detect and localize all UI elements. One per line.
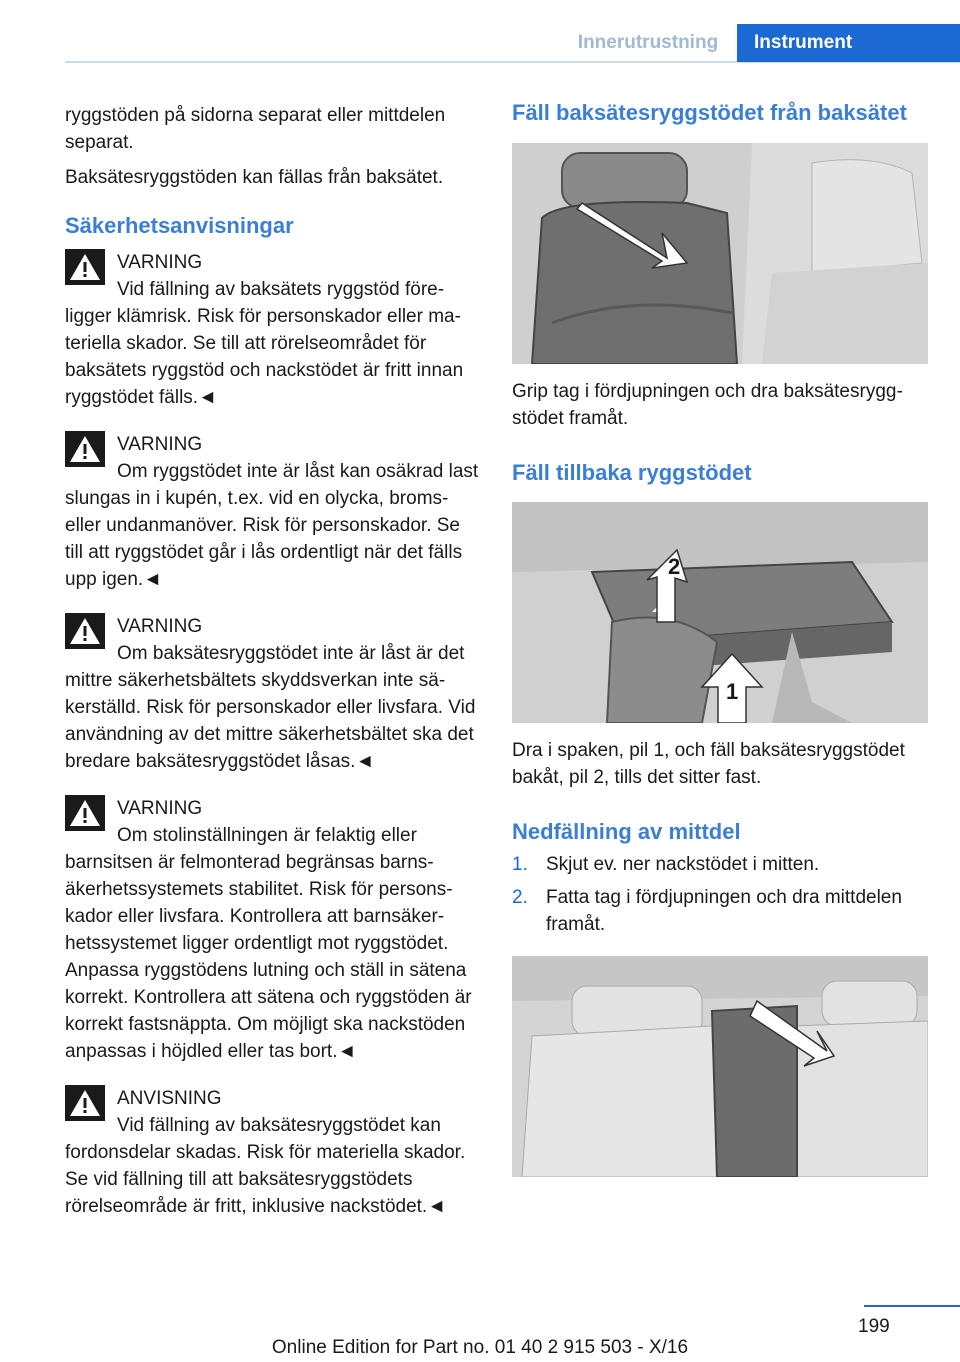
warning-triangle-icon <box>65 613 105 649</box>
warning-triangle-icon <box>65 795 105 831</box>
warning-body: Vid fällning av baksätets ryggstöd föreligger klämrisk. Risk för personskador eller materiella skador. Se till att rörelseområdet för baksätets ryggstöd och nackstödet är fritt innan ryggstödet fälls.◄ <box>65 279 464 408</box>
warning-title: VARNING <box>117 252 203 273</box>
warning-block-1 <box>65 249 483 411</box>
warning-body: Om baksätesryggstödet inte är låst är det mittre säkerhetsbältets skyddsverkan inte säkerställd. Risk för personskador eller livsfara. Vid användning av det mittre säkerhetsbältet ska det bredare baksätesryggstödet låsas.◄ <box>65 643 476 772</box>
warning-body: Om ryggstödet inte är låst kan osäkrad last slungas in i kupén, t.ex. vid en olycka, broms- eller undanmanöver. Risk för personskador. Se till att ryggstödet går i lås ordentligt när det fälls upp igen.◄ <box>65 461 479 590</box>
section-heading-center-fold: Nedfällning av mittdel <box>512 819 741 844</box>
warning-title: VARNING <box>117 434 203 455</box>
footer-edition: Online Edition for Part no. 01 40 2 915 503 - X/16 <box>271 1337 689 1358</box>
warning-block-4 <box>65 795 483 1065</box>
warning-triangle-icon <box>65 431 105 467</box>
intro-paragraph-1: ryggstöden på sidorna separat eller mittdelen separat. <box>65 105 446 153</box>
intro-paragraph-2: Baksätesryggstöden kan fällas från baksätet. <box>65 167 444 188</box>
figure-center-fold <box>512 956 928 1177</box>
notice-block <box>65 1085 483 1220</box>
step-text: Skjut ev. ner nackstödet i mitten. <box>546 854 820 875</box>
left-column <box>65 102 483 1220</box>
section-heading-fold-from-rear: Fäll baksätesryggstödet från baksätet <box>512 100 907 125</box>
caption-fold-forward: Grip tag i fördjupningen och dra baksätesryggstödet framåt. <box>512 381 903 429</box>
list-item <box>512 851 932 878</box>
header-chapter-tab[interactable]: Instrument <box>737 24 960 62</box>
warning-triangle-icon <box>65 249 105 285</box>
figure-seat-fold-forward <box>512 143 928 364</box>
seat-fold-back-illustration <box>512 502 928 723</box>
list-item <box>512 884 932 938</box>
notice-body: Vid fällning av baksätesryggstödet kan fordonsdelar skadas. Risk för materiella skador. Se vid fällning till att baksätesryggstödets rörelseområde är fritt, inklusive nackstödet.◄ <box>65 1115 466 1217</box>
warning-title: VARNING <box>117 798 203 819</box>
center-fold-illustration <box>512 956 928 1177</box>
page-number: 199 <box>858 1316 890 1337</box>
arrow-label-2: 2 <box>668 554 681 579</box>
center-fold-steps <box>512 851 932 938</box>
warning-block-2 <box>65 431 483 593</box>
warning-body: Om stolinställningen är felaktig eller barnsitsen är felmonterad begränsas barnsäkerhetssystemets stabilitet. Risk för personskador eller livsfara. Kontrollera att barnsäkerhetssystemet ligger ordentligt mot ryggstödet. Anpassa ryggstödens lutning och ställ in sätena korrekt. Kontrollera att sätena och ryggstöden är korrekt fastsnäppta. Om möjligt ska nackstöden anpassas i höjdled eller tas bort.◄ <box>65 825 472 1062</box>
header-section-label[interactable]: Innerutrustning <box>577 32 719 53</box>
footer-rule <box>864 1305 960 1307</box>
right-column <box>512 98 932 1177</box>
step-number: 2. <box>512 887 528 908</box>
figure-seat-fold-back <box>512 502 928 723</box>
notice-title: ANVISNING <box>117 1088 222 1109</box>
section-heading-fold-back: Fäll tillbaka ryggstödet <box>512 460 752 485</box>
step-text: Fatta tag i fördjupningen och dra mittdelen framåt. <box>546 887 902 935</box>
warning-block-3 <box>65 613 483 775</box>
caption-fold-back: Dra i spaken, pil 1, och fäll baksätesryggstödet bakåt, pil 2, tills det sitter fast. <box>512 740 905 788</box>
step-number: 1. <box>512 854 528 875</box>
arrow-label-1: 1 <box>726 679 739 704</box>
warning-triangle-icon <box>65 1085 105 1121</box>
seat-fold-forward-illustration <box>512 143 928 364</box>
warning-title: VARNING <box>117 616 203 637</box>
safety-heading: Säkerhetsanvisningar <box>65 213 294 238</box>
